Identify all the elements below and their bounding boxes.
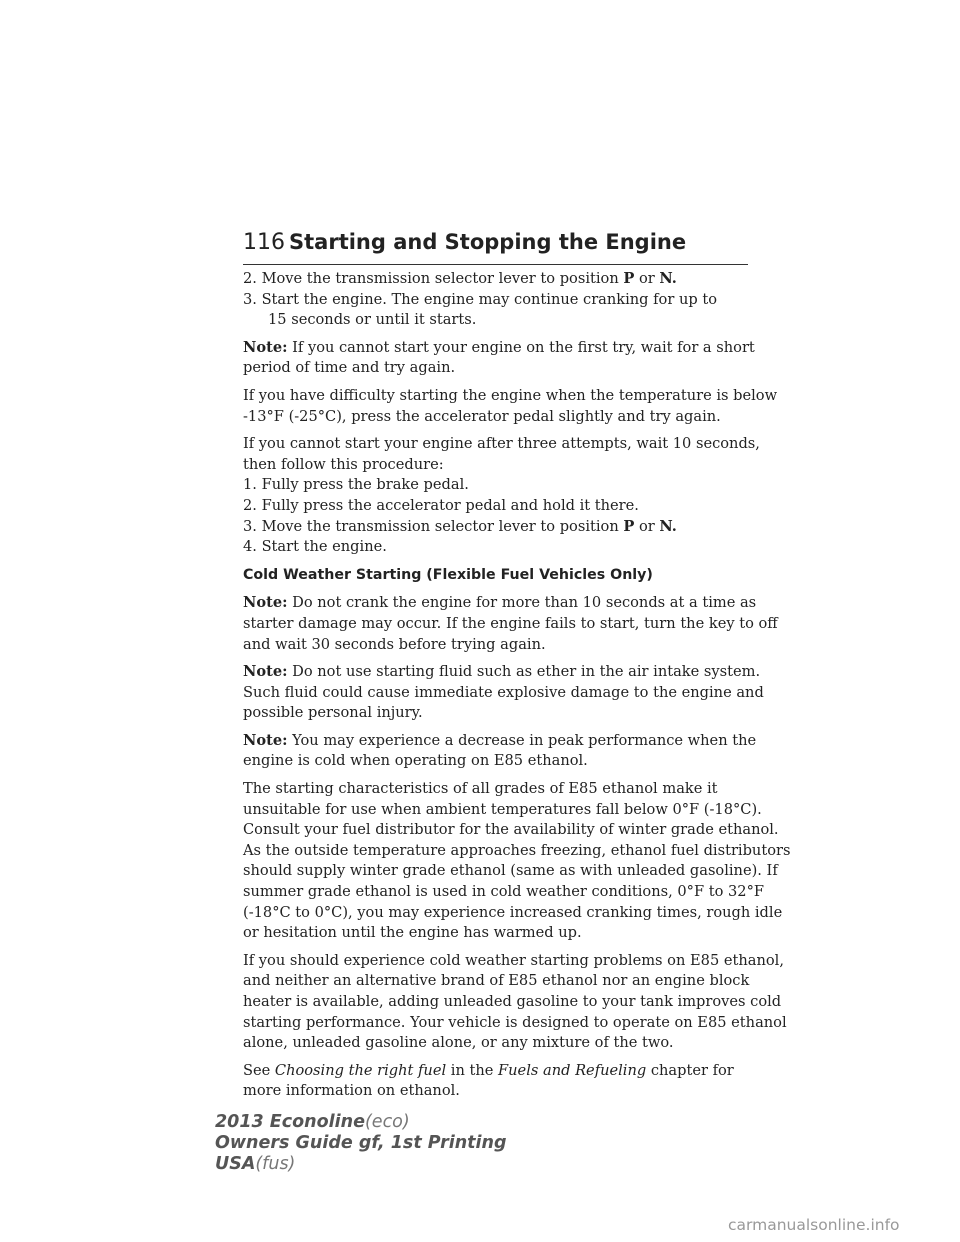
- list-item: 2. Move the transmission selector lever to position P or N.: [243, 270, 677, 287]
- list-item-continuation: 15 seconds or until it starts.: [268, 311, 477, 329]
- chapter-reference-link: Fuels and Refueling: [498, 1061, 647, 1079]
- body-paragraph: If you should experience cold weather starting problems on E85 ethanol, and neither an alternative brand of E85 ethanol nor an engine block heater is available, adding unleaded gasoline to your tank improves cold starting performance. Your vehicle is designed to operate on E85 ethanol alone, unleaded gasoline alone, or any mixture of the two.: [243, 951, 787, 1052]
- list-item: 4. Start the engine.: [243, 538, 387, 556]
- page-number: 116: [243, 230, 285, 255]
- note-label: Note:: [243, 338, 288, 356]
- steps-block-a: [243, 269, 755, 331]
- note-paragraph: Note: Do not crank the engine for more than 10 seconds at a time as starter damage may occur. If the engine fails to start, turn the key to off and wait 30 seconds before trying again.: [243, 594, 778, 653]
- cross-reference-link: Choosing the right fuel: [274, 1061, 447, 1079]
- watermark-text: carmanualsonline.info: [728, 1216, 900, 1234]
- note-paragraph: Note: If you cannot start your engine on the first try, wait for a short period of time and try again.: [243, 338, 755, 377]
- list-item: 3. Move the transmission selector lever to position P or N.: [243, 517, 677, 535]
- list-item: 2. Fully press the accelerator pedal and hold it there.: [243, 496, 639, 514]
- section-heading: Cold Weather Starting (Flexible Fuel Vehicles Only): [243, 566, 653, 583]
- note-label: Note:: [243, 731, 288, 749]
- page-content: [243, 269, 791, 1109]
- list-item: 3. Start the engine. The engine may continue cranking for up to: [243, 290, 717, 308]
- note-label: Note:: [243, 663, 288, 681]
- body-paragraph: If you have difficulty starting the engine when the temperature is below -13°F (-25°C), press the accelerator pedal slightly and try again.: [243, 386, 778, 425]
- list-item: 1. Fully press the brake pedal.: [243, 476, 469, 494]
- page-header: [243, 230, 748, 265]
- document-footer: 2013 Econoline(eco) Owners Guide gf, 1st Printing USA(fus): [215, 1112, 507, 1174]
- note-paragraph: Note: Do not use starting fluid such as ether in the air intake system. Such fluid could cause immediate explosive damage to the engine and possible personal injury.: [243, 663, 764, 722]
- note-label: Note:: [243, 594, 288, 612]
- procedure-paragraph: If you cannot start your engine after three attempts, wait 10 seconds, then follow this procedure: 1. Fully press the brake pedal. 2. Fully press the accelerator pedal and hold it there. 3. Move the transmission selector lever to position P or N. 4. Start the engine.: [243, 435, 760, 556]
- cross-reference-paragraph: See Choosing the right fuel in the Fuels and Refueling chapter for more information on ethanol.: [243, 1061, 734, 1100]
- body-paragraph: The starting characteristics of all grades of E85 ethanol make it unsuitable for use when ambient temperatures fall below 0°F (-18°C). Consult your fuel distributor for the availability of winter grade ethanol. As the outside temperature approaches freezing, ethanol fuel distributors should supply winter grade ethanol (same as with unleaded gasoline). If summer grade ethanol is used in cold weather conditions, 0°F to 32°F (-18°C to 0°C), you may experience increased cranking times, rough idle or hesitation until the engine has warmed up.: [243, 780, 791, 942]
- note-paragraph: Note: You may experience a decrease in peak performance when the engine is cold when operating on E85 ethanol.: [243, 731, 757, 770]
- chapter-title: Starting and Stopping the Engine: [289, 230, 687, 254]
